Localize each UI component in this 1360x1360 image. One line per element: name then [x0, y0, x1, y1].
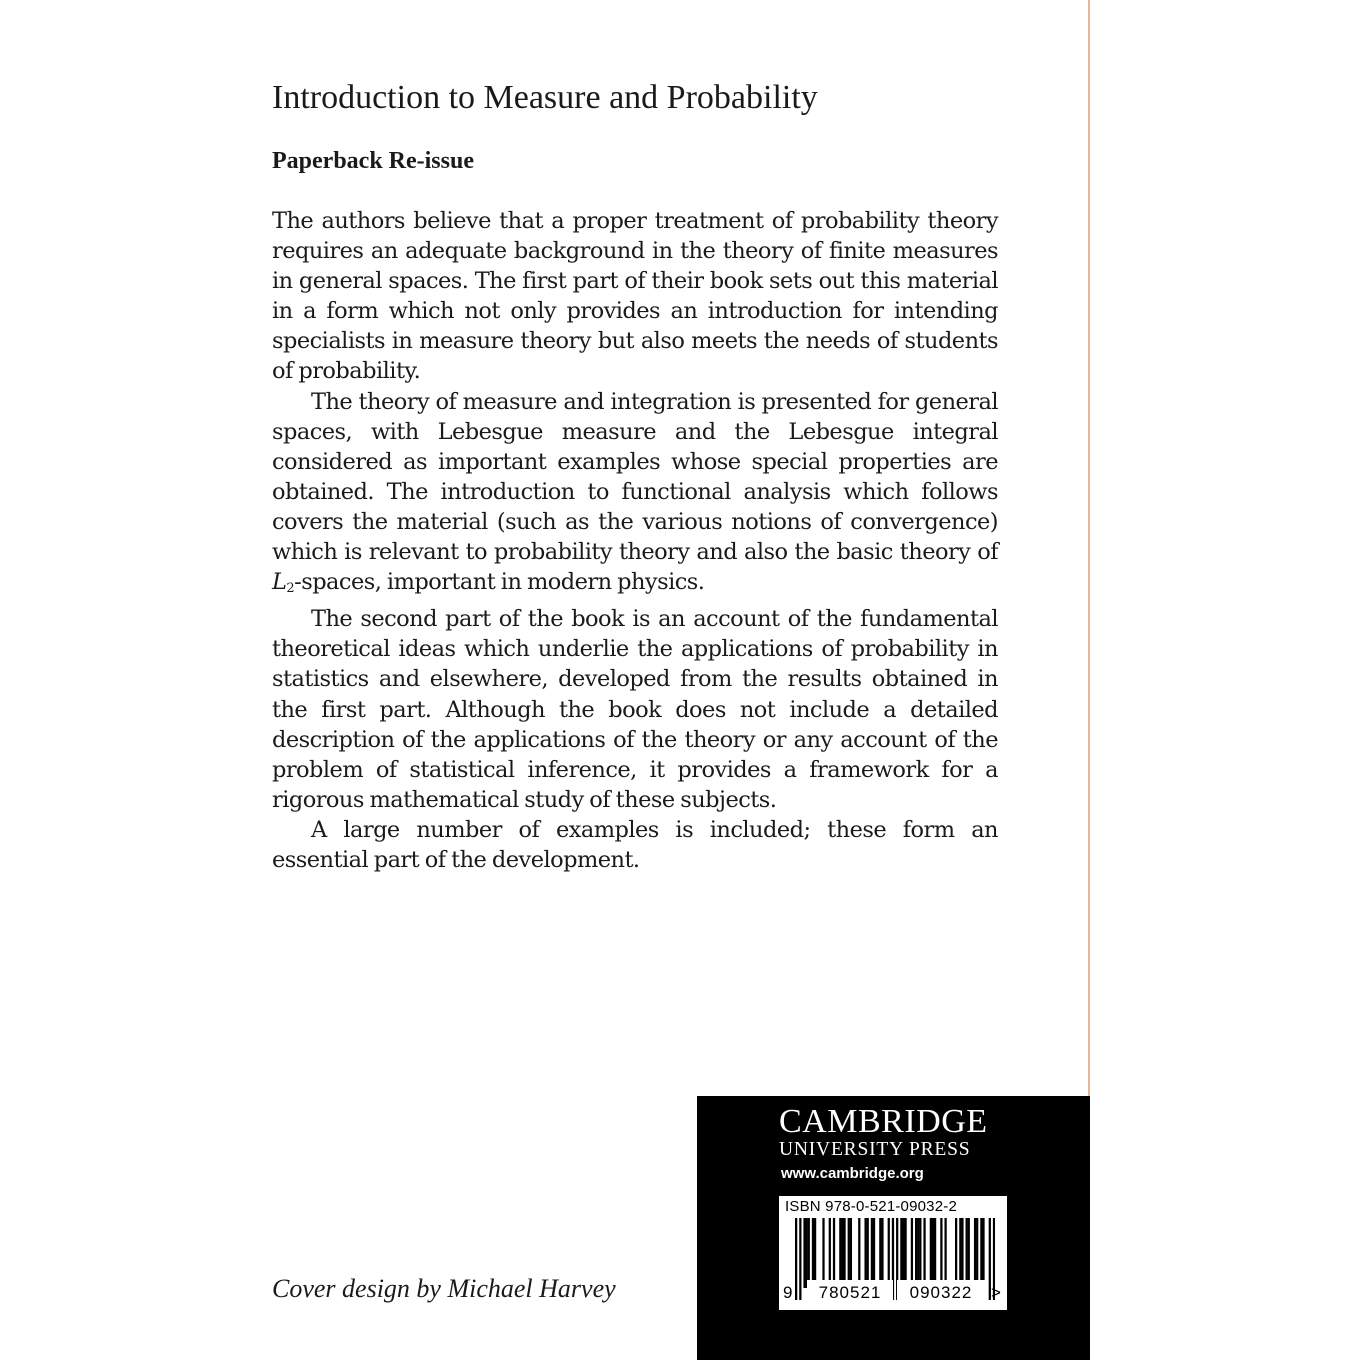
barcode-bar [976, 1218, 978, 1288]
publisher-logo-name: CAMBRIDGE [779, 1103, 988, 1140]
barcode-bar [843, 1218, 845, 1288]
barcode-bar [915, 1218, 917, 1288]
barcode-bar [867, 1218, 869, 1288]
barcode-bar [980, 1218, 982, 1288]
barcode-bar [959, 1218, 961, 1288]
barcode-bar [829, 1218, 831, 1288]
barcode-bar [850, 1218, 852, 1288]
barcode-bar [932, 1218, 934, 1288]
barcode-bar [923, 1218, 925, 1288]
blurb-text [272, 206, 998, 875]
barcode-bar [940, 1218, 942, 1288]
barcode-bar [919, 1218, 921, 1288]
barcode-bar [982, 1218, 984, 1288]
barcode-bar [873, 1218, 875, 1288]
publisher-block [697, 1096, 1090, 1360]
barcode-digits [779, 1280, 1007, 1306]
isbn-label: ISBN 978-0-521-09032-2 [785, 1198, 958, 1215]
barcode-bar [814, 1218, 816, 1288]
barcode-first-digit: 9 [783, 1283, 793, 1302]
barcode-bar [968, 1218, 970, 1288]
barcode-quiet-zone-arrow: > [991, 1283, 1001, 1302]
blurb-paragraph-2 [272, 387, 998, 605]
barcode-bar [888, 1218, 890, 1288]
l2-symbol-letter: L [272, 569, 287, 596]
barcode-bar [881, 1218, 883, 1288]
barcode-bar [822, 1218, 824, 1288]
barcode-bar [803, 1218, 805, 1288]
barcode-bar [961, 1218, 963, 1288]
book-title: Introduction to Measure and Probability [272, 79, 818, 116]
barcode-bar [930, 1218, 932, 1288]
barcode-left-group: 780521 [807, 1280, 893, 1306]
barcode-bar [902, 1218, 904, 1288]
barcode-bar [900, 1218, 902, 1288]
barcode-bar [841, 1218, 843, 1288]
edition-subtitle: Paperback Re-issue [272, 148, 474, 174]
barcode-right-group: 090322 [897, 1280, 985, 1306]
barcode-bar [911, 1218, 913, 1288]
barcode-bar [848, 1218, 850, 1288]
barcode-bar [944, 1218, 946, 1288]
barcode-bar [812, 1218, 814, 1288]
cover-design-credit: Cover design by Michael Harvey [272, 1274, 616, 1303]
barcode-bar [974, 1218, 976, 1288]
barcode-bar [966, 1218, 968, 1288]
blurb-paragraph-4: A large number of examples is included; these form an essential part of the development. [272, 816, 998, 873]
barcode-bar [858, 1218, 860, 1288]
barcode-bar [806, 1218, 808, 1288]
barcode-bar [808, 1218, 810, 1288]
blurb-paragraph-1: The authors believe that a proper treatment of probability theory requires an adequate background in the theory of finite measures in general spaces. The first part of their book sets out this material in a form which not only provides an introduction for intending specialists in measure theory but also meets the needs of students of probability. [272, 208, 998, 385]
barcode-bar [839, 1218, 841, 1288]
l2-subscript: 2 [286, 581, 295, 597]
barcode-bar [934, 1218, 936, 1288]
barcode-bar [864, 1218, 866, 1288]
isbn-barcode [779, 1196, 1007, 1310]
barcode-bar [955, 1218, 957, 1288]
publisher-url: www.cambridge.org [781, 1165, 924, 1182]
publisher-logo-subname: UNIVERSITY PRESS [779, 1139, 971, 1160]
l2-symbol [272, 569, 294, 595]
barcode-bar [833, 1218, 835, 1288]
barcode-bar [904, 1218, 906, 1288]
blurb-paragraph-2-start: The theory of measure and integration is presented for general spaces, with Lebesgue measure and the Lebesgue integral considered as important examples whose special properties are obtained. The introduction to functional analysis which follows covers the material (such as the various notions of convergence) which is relevant to probability theory and also the basic theory of [272, 388, 998, 566]
barcode-bar [879, 1218, 881, 1288]
blurb-paragraph-3: The second part of the book is an account of the fundamental theoretical ideas which underlie the applications of probability in statistics and elsewhere, developed from the results obtained in the first part. Although the book does not include a detailed description of the applications of the theory or any account of the problem of statistical inference, it provides a framework for a rigorous mathematical study of these subjects. [272, 606, 998, 813]
blurb-paragraph-2-end: -spaces, important in modern physics. [294, 569, 705, 596]
barcode-bar [917, 1218, 919, 1288]
barcode-bar [871, 1218, 873, 1288]
